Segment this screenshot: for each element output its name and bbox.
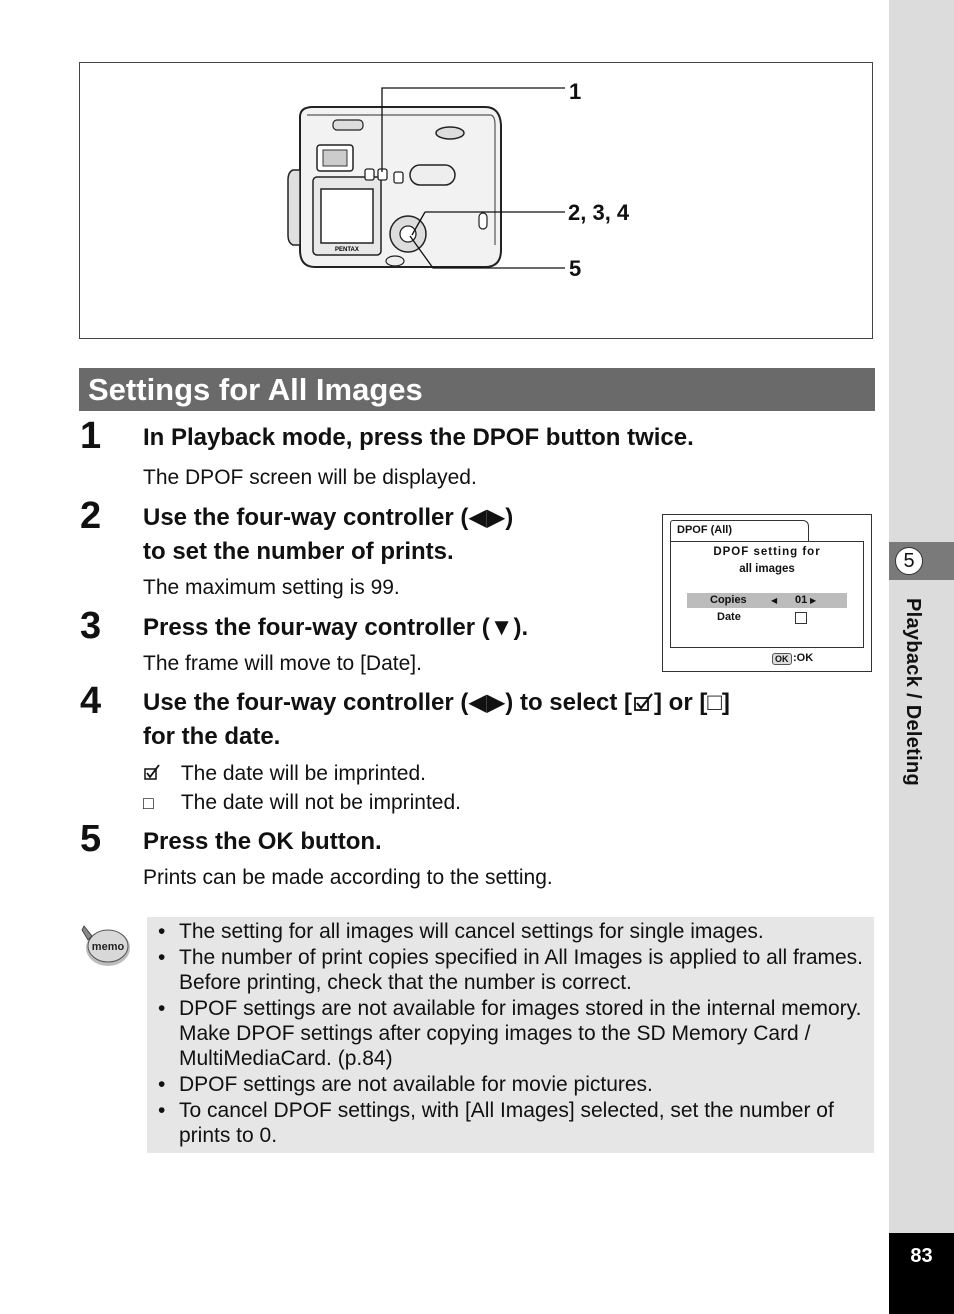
step-1-title: In Playback mode, press the DPOF button twice. xyxy=(143,424,694,451)
dpof-date-label: Date xyxy=(717,611,741,623)
step-4-title-line2: for the date. xyxy=(143,723,281,750)
step-5-desc: Prints can be made according to the setting. xyxy=(143,866,553,889)
step-2-title-line2: to set the number of prints. xyxy=(143,538,454,565)
step-3-desc: The frame will move to [Date]. xyxy=(143,652,422,675)
step-5-title: Press the OK button. xyxy=(143,828,382,855)
dpof-screen-line1: DPOF setting for xyxy=(713,546,821,558)
memo-icon xyxy=(80,922,132,968)
memo-item: • To cancel DPOF settings, with [All Images] selected, set the number of prints to 0. xyxy=(157,1098,869,1148)
chapter-number: 5 xyxy=(895,547,923,575)
date-option-no-imprint-text: The date will not be imprinted. xyxy=(180,791,461,814)
step-2-title-line1: Use the four-way controller (◀▶) xyxy=(143,504,514,531)
dpof-ok-label: :OK xyxy=(793,652,814,664)
ok-button-icon: OK xyxy=(772,653,792,665)
section-title: Settings for All Images xyxy=(79,368,875,411)
step-2-number: 2 xyxy=(80,495,102,537)
date-option-no-imprint xyxy=(143,789,461,817)
memo-item: • DPOF settings are not available for movie pictures. xyxy=(157,1072,869,1097)
checked-box-icon xyxy=(143,764,161,782)
brand-label: PENTAX xyxy=(335,247,359,253)
step-4-title-part-a: Use the four-way controller (◀▶) to select [ xyxy=(143,689,632,716)
step-4-number: 4 xyxy=(80,680,102,722)
right-arrow-icon: ▶ xyxy=(810,596,817,605)
checked-box-icon xyxy=(632,693,654,713)
memo-item: • DPOF settings are not available for images stored in the internal memory. Make DPOF settings after copying images to the SD Memory Card / MultiMediaCard. (p.84) xyxy=(157,996,869,1071)
step-4-title-line1 xyxy=(143,686,730,720)
date-option-imprint xyxy=(143,760,426,788)
memo-item: • The number of print copies specified in All Images is applied to all frames. Before printing, check that the number is correct. xyxy=(157,945,869,995)
callout-5: 5 xyxy=(569,256,582,281)
step-2-desc: The maximum setting is 99. xyxy=(143,576,400,599)
dpof-copies-label: Copies xyxy=(710,594,747,606)
left-arrow-icon: ◀ xyxy=(771,596,778,605)
step-5-number: 5 xyxy=(80,818,102,860)
page-number: 83 xyxy=(889,1233,954,1314)
dpof-screen-line2: all images xyxy=(739,563,795,575)
date-option-imprint-text: The date will be imprinted. xyxy=(180,762,426,785)
step-4-title-part-b: ] or [□] xyxy=(654,689,730,716)
callout-1: 1 xyxy=(569,79,582,104)
step-3-title: Press the four-way controller (▼). xyxy=(143,614,529,641)
memo-list xyxy=(157,919,869,1149)
dpof-copies-value: 01 xyxy=(795,594,808,606)
step-1-desc: The DPOF screen will be displayed. xyxy=(143,466,477,489)
step-1-number: 1 xyxy=(80,415,102,457)
chapter-label: Playback / Deleting xyxy=(902,598,924,786)
dpof-date-checkbox xyxy=(795,612,807,624)
memo-icon-label: memo xyxy=(91,941,125,953)
callout-2-3-4: 2, 3, 4 xyxy=(568,200,630,225)
step-3-number: 3 xyxy=(80,605,102,647)
camera-illustration xyxy=(285,85,575,285)
memo-item: • The setting for all images will cancel settings for single images. xyxy=(157,919,869,944)
dpof-screen-tab: DPOF (All) xyxy=(670,520,809,542)
empty-box-icon: □ xyxy=(143,793,154,813)
